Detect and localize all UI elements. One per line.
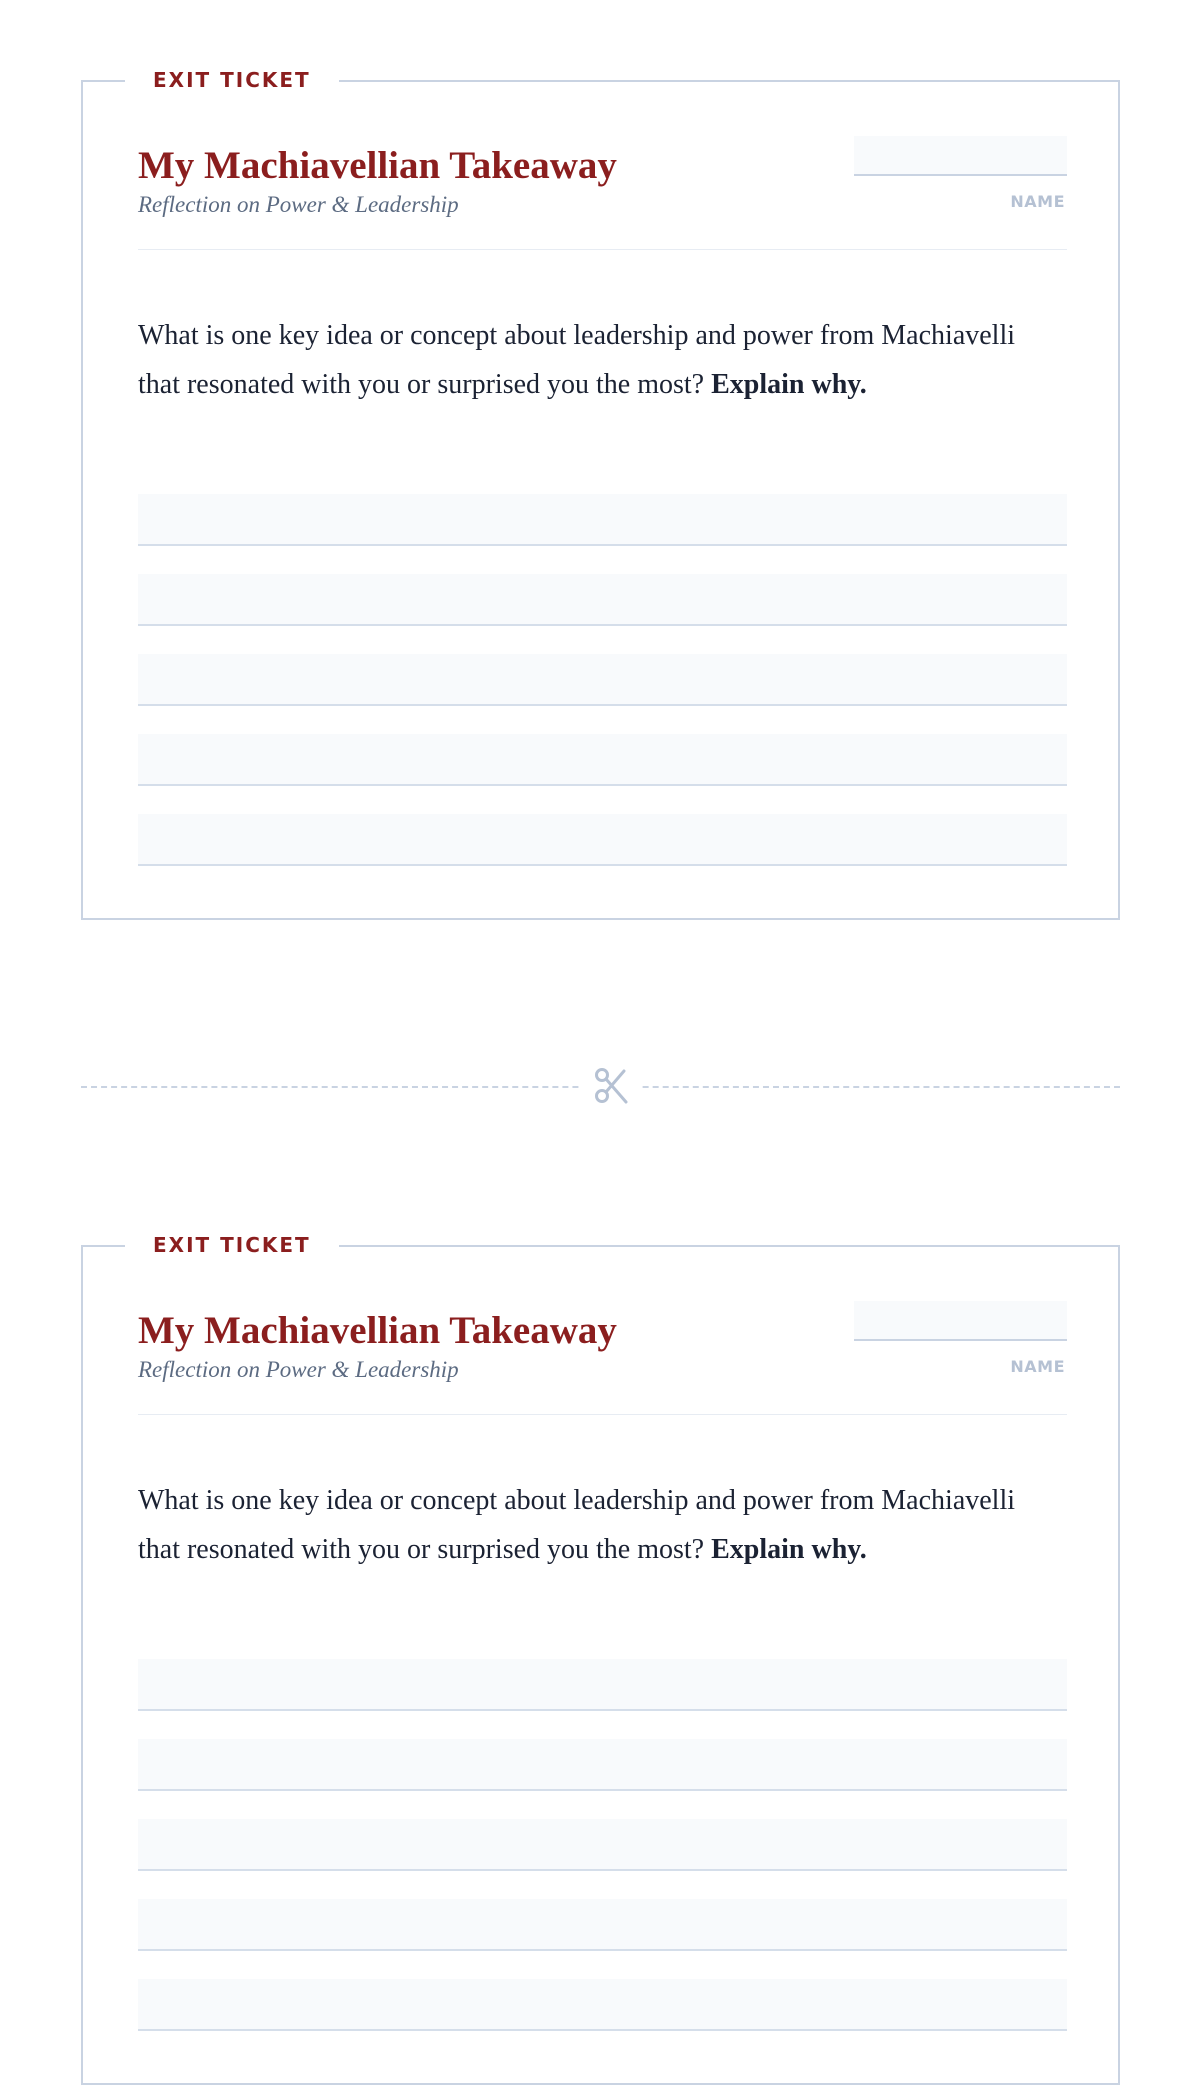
ticket-tag: EXIT TICKET [125,58,339,102]
answer-line-5[interactable] [138,814,1067,866]
name-label: NAME [1010,192,1065,211]
prompt-emphasis: Explain why. [711,369,867,400]
header-divider [138,1414,1067,1415]
ticket-subtitle: Reflection on Power & Leadership [138,192,459,217]
name-field[interactable] [854,1301,1067,1341]
name-field[interactable] [854,136,1067,176]
answer-line-3[interactable] [138,654,1067,706]
ticket-title: My Machiavellian Takeaway [138,144,617,187]
prompt-emphasis: Explain why. [711,1534,867,1565]
prompt-text: What is one key idea or concept about leadership and power from Machiavelli that resonated with you or surprised you the most? [138,320,1016,400]
scissors-icon [580,1066,642,1106]
ticket-subtitle: Reflection on Power & Leadership [138,1357,459,1382]
ticket-tag: EXIT TICKET [125,1223,339,1267]
answer-line-5[interactable] [138,1979,1067,2031]
answer-line-2[interactable] [138,1739,1067,1791]
answer-line-1[interactable] [138,494,1067,546]
answer-line-2[interactable] [138,574,1067,626]
prompt-text: What is one key idea or concept about leadership and power from Machiavelli that resonated with you or surprised you the most? [138,1485,1016,1565]
answer-line-3[interactable] [138,1819,1067,1871]
answer-line-4[interactable] [138,734,1067,786]
answer-line-4[interactable] [138,1899,1067,1951]
answer-line-1[interactable] [138,1659,1067,1711]
name-label: NAME [1010,1357,1065,1376]
question-prompt [138,311,1038,409]
exit-ticket-1 [81,68,1120,920]
question-prompt [138,1476,1038,1574]
exit-ticket-2 [81,1233,1120,2085]
header-divider [138,249,1067,250]
ticket-title: My Machiavellian Takeaway [138,1309,617,1352]
